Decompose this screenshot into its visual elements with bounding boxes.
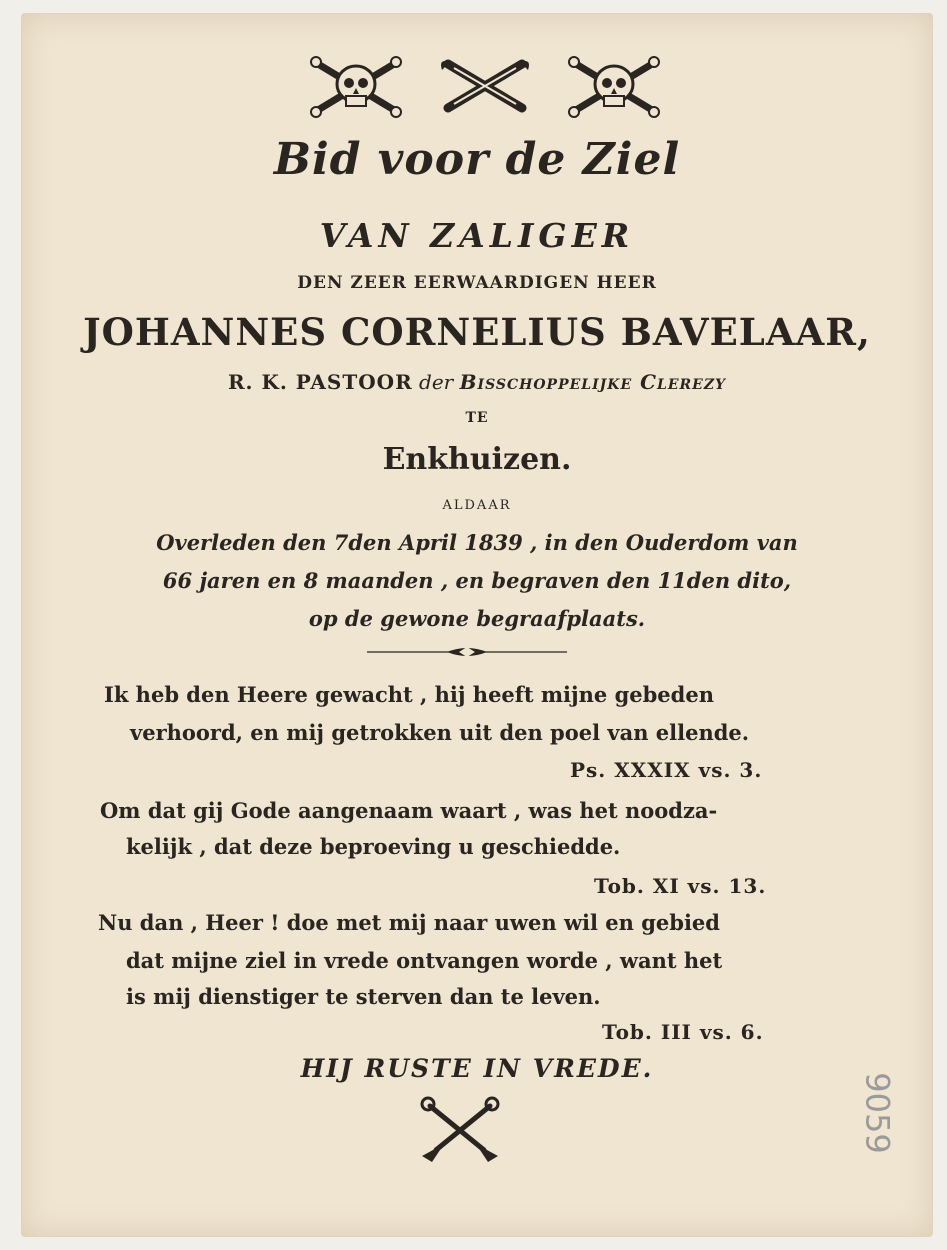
- death-line-2: 66 jaren en 8 maanden , en begraven den 11den dito,: [162, 568, 792, 593]
- te-label: TE: [465, 410, 489, 426]
- verse-3-line-3: is mij dienstiger te sterven dan te leven.: [126, 984, 601, 1009]
- memorial-card: [22, 14, 932, 1236]
- verse-1-reference: Ps. XXXIX vs. 3.: [570, 758, 763, 782]
- closing-line: HIJ RUSTE IN VREDE.: [300, 1054, 654, 1083]
- crossed-spades-icon: [418, 1096, 502, 1162]
- verse-3-line-1: Nu dan , Heer ! doe met mij naar uwen wil en gebied: [98, 910, 720, 935]
- skull-crossbones-icon: [566, 54, 662, 118]
- title-part-3: Bisschoppelijke Clerezy: [459, 370, 727, 394]
- handwritten-inventory-number: 9059: [858, 1072, 897, 1154]
- crossed-torches-icon: [434, 54, 536, 118]
- ornamental-rule: [367, 644, 567, 660]
- verse-2-reference: Tob. XI vs. 13.: [594, 874, 767, 898]
- heading: Bid voor de Ziel: [273, 134, 681, 185]
- title-part-1: R. K. PASTOOR: [227, 370, 413, 394]
- aldaar-label: ALDAAR: [442, 498, 512, 513]
- clerical-title: [22, 370, 932, 394]
- death-line-1: Overleden den 7den April 1839 , in den Ouderdom van: [156, 530, 798, 555]
- verse-2-line-1: Om dat gij Gode aangenaam waart , was het noodza-: [100, 798, 718, 823]
- death-line-3: op de gewone begraafplaats.: [308, 606, 646, 631]
- verse-1-line-2: verhoord, en mij getrokken uit den poel van ellende.: [130, 720, 750, 745]
- place-name: Enkhuizen.: [382, 442, 572, 477]
- verse-1-line-1: Ik heb den Heere gewacht , hij heeft mijne gebeden: [104, 682, 714, 707]
- honorific: DEN ZEER EERWAARDIGEN HEER: [297, 273, 657, 293]
- subheading: VAN ZALIGER: [319, 216, 635, 255]
- deceased-name: JOHANNES CORNELIUS BAVELAAR,: [83, 310, 871, 354]
- verse-3-line-2: dat mijne ziel in vrede ontvangen worde , want het: [126, 948, 723, 973]
- title-part-2: der: [419, 370, 454, 394]
- skull-crossbones-icon: [308, 54, 404, 118]
- verse-3-reference: Tob. III vs. 6.: [602, 1020, 764, 1044]
- verse-2-line-2: kelijk , dat deze beproeving u geschiedde.: [126, 834, 621, 859]
